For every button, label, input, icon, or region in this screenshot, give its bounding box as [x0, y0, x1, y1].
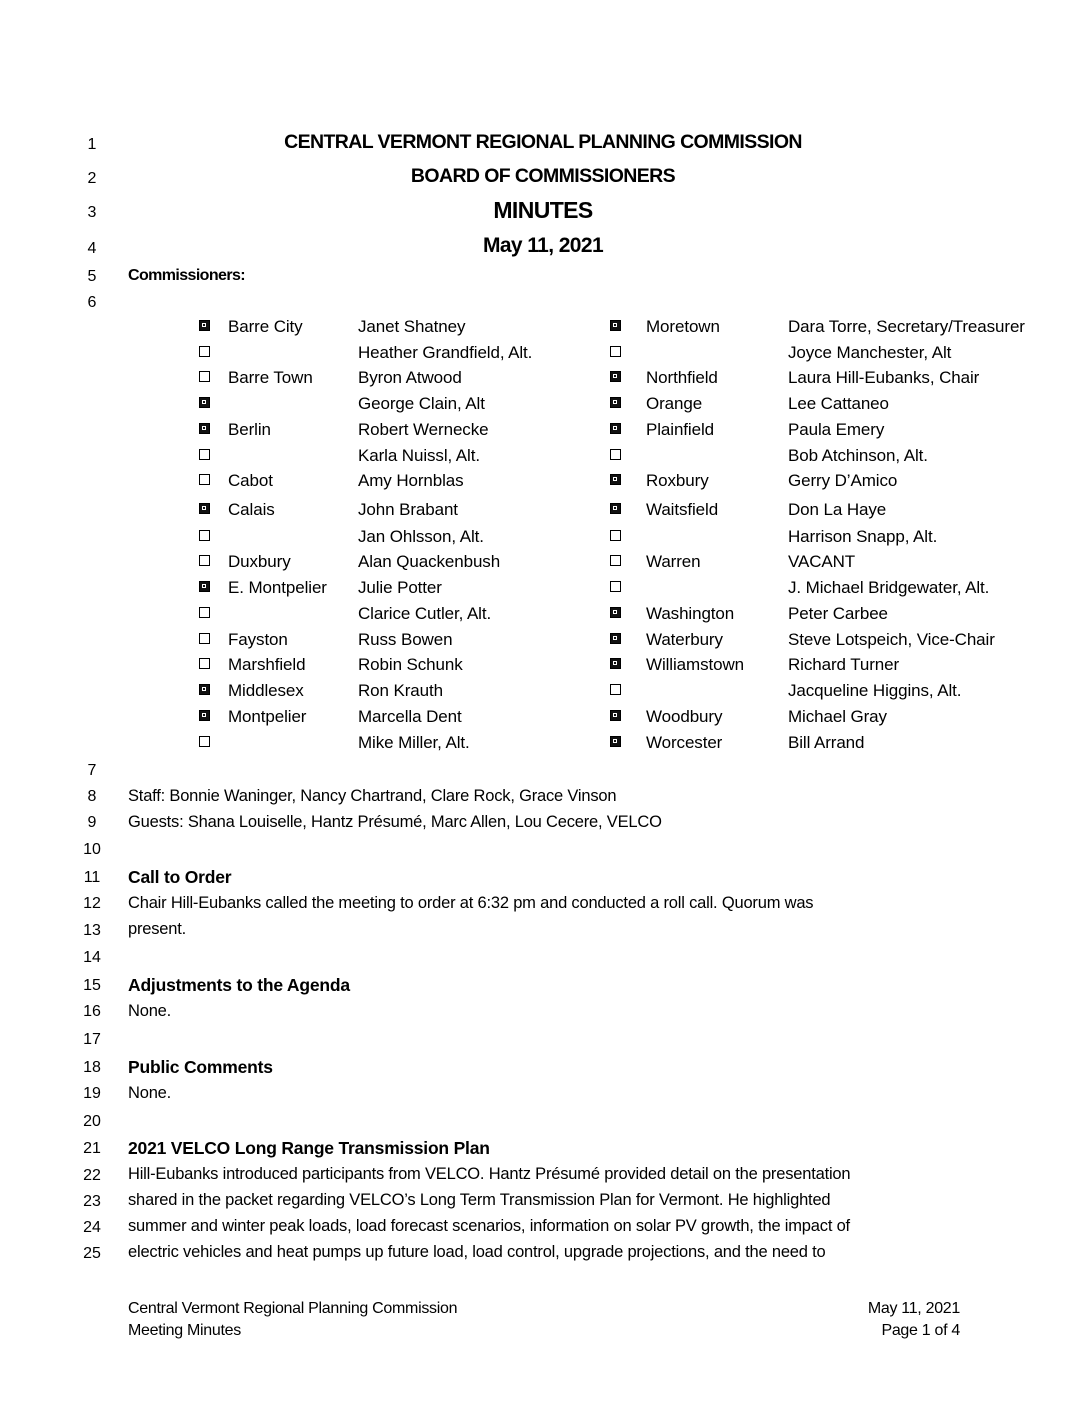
checked-box-icon	[610, 371, 621, 382]
roster-town: Fayston	[228, 630, 288, 649]
paragraph-line: Chair Hill-Eubanks called the meeting to order at 6:32 pm and conducted a roll call. Quorum was	[128, 894, 814, 912]
roster-town: Marshfield	[228, 655, 306, 674]
roster-commissioner-name: Jacqueline Higgins, Alt.	[788, 681, 962, 700]
roster-commissioner-name: Lee Cattaneo	[788, 394, 889, 413]
section-heading-adjustments: Adjustments to the Agenda	[128, 975, 350, 995]
unchecked-box-icon	[199, 346, 210, 357]
roster-town: Berlin	[228, 420, 271, 439]
line-number: 17	[83, 1031, 101, 1048]
roster-commissioner-name: Russ Bowen	[358, 630, 453, 649]
checked-box-icon	[610, 423, 621, 434]
roster-commissioner-name: Bob Atchinson, Alt.	[788, 446, 928, 465]
roster-commissioner-name: Byron Atwood	[358, 368, 462, 387]
roster-town: Moretown	[646, 317, 720, 336]
unchecked-box-icon	[610, 581, 621, 592]
paragraph-line: Hill-Eubanks introduced participants from VELCO. Hantz Présumé provided detail on the presentation	[128, 1165, 851, 1183]
roster-town: Waterbury	[646, 630, 723, 649]
roster-commissioner-name: Laura Hill-Eubanks, Chair	[788, 368, 980, 387]
line-number: 14	[83, 949, 101, 966]
line-number: 15	[83, 977, 101, 994]
line-number: 23	[83, 1193, 101, 1210]
roster-town: Plainfield	[646, 420, 714, 439]
line-number: 8	[87, 788, 97, 805]
paragraph-line: summer and winter peak loads, load forecast scenarios, information on solar PV growth, the impact of	[128, 1217, 850, 1235]
checked-box-icon	[610, 320, 621, 331]
roster-commissioner-name: Don La Haye	[788, 500, 887, 519]
line-number: 7	[87, 762, 97, 779]
roster-town: Waitsfield	[646, 500, 719, 519]
roster-commissioner-name: Heather Grandfield, Alt.	[358, 343, 533, 362]
roster-commissioner-name: J. Michael Bridgewater, Alt.	[788, 578, 990, 597]
section-heading-public-comments: Public Comments	[128, 1057, 273, 1077]
roster-commissioner-name: Robin Schunk	[358, 655, 463, 674]
roster-town: E. Montpelier	[228, 578, 327, 597]
line-number: 12	[83, 895, 101, 912]
footer-date: May 11, 2021	[867, 1300, 960, 1317]
line-number: 10	[83, 841, 101, 858]
checked-box-icon	[610, 710, 621, 721]
paragraph-line: present.	[128, 920, 187, 938]
unchecked-box-icon	[610, 530, 621, 541]
unchecked-box-icon	[199, 633, 210, 644]
unchecked-box-icon	[610, 346, 621, 357]
line-number: 20	[83, 1113, 101, 1130]
unchecked-box-icon	[610, 449, 621, 460]
roster-commissioner-name: Bill Arrand	[788, 733, 865, 752]
roster-commissioner-name: George Clain, Alt	[358, 394, 485, 413]
minutes-title: MINUTES	[493, 197, 593, 223]
line-number: 1	[87, 136, 97, 153]
roster-commissioner-name: Ron Krauth	[358, 681, 443, 700]
unchecked-box-icon	[199, 607, 210, 618]
roster-commissioner-name: Jan Ohlsson, Alt.	[358, 527, 484, 546]
line-number: 16	[83, 1003, 101, 1020]
roster-commissioner-name: Paula Emery	[788, 420, 885, 439]
roster-town: Woodbury	[646, 707, 723, 726]
line-number: 2	[87, 170, 97, 187]
roster-commissioner-name: Joyce Manchester, Alt	[788, 343, 952, 362]
roster-town: Williamstown	[646, 655, 744, 674]
roster-commissioner-name: Steve Lotspeich, Vice-Chair	[788, 630, 995, 649]
unchecked-box-icon	[199, 530, 210, 541]
unchecked-box-icon	[199, 736, 210, 747]
line-number: 24	[83, 1219, 101, 1236]
roster-commissioner-name: Dara Torre, Secretary/Treasurer	[788, 317, 1025, 336]
org-title: CENTRAL VERMONT REGIONAL PLANNING COMMISSION	[284, 131, 802, 153]
line-number: 19	[83, 1085, 101, 1102]
unchecked-box-icon	[199, 449, 210, 460]
roster-town: Cabot	[228, 471, 273, 490]
line-number: 3	[87, 204, 97, 221]
unchecked-box-icon	[610, 555, 621, 566]
meeting-date: May 11, 2021	[482, 234, 604, 257]
paragraph-line: electric vehicles and heat pumps up future load, load control, upgrade projections, and the need to	[128, 1243, 826, 1261]
paragraph-line: None.	[128, 1084, 172, 1102]
roster-town: Roxbury	[646, 471, 709, 490]
commissioners-label: Commissioners:	[128, 267, 245, 284]
paragraph-line: None.	[128, 1002, 172, 1020]
board-title: BOARD OF COMMISSIONERS	[410, 165, 676, 187]
roster-commissioner-name: Michael Gray	[788, 707, 887, 726]
roster-town: Montpelier	[228, 707, 307, 726]
checked-box-icon	[199, 684, 210, 695]
checked-box-icon	[199, 503, 210, 514]
line-number: 22	[83, 1167, 101, 1184]
roster-commissioner-name: Janet Shatney	[358, 317, 466, 336]
section-heading-velco: 2021 VELCO Long Range Transmission Plan	[128, 1138, 490, 1158]
roster-town: Barre City	[228, 317, 303, 336]
roster-commissioner-name: Harrison Snapp, Alt.	[788, 527, 938, 546]
checked-box-icon	[610, 658, 621, 669]
staff-list: Staff: Bonnie Waninger, Nancy Chartrand, Clare Rock, Grace Vinson	[128, 787, 617, 805]
roster-town: Washington	[646, 604, 735, 623]
roster-commissioner-name: Clarice Cutler, Alt.	[358, 604, 492, 623]
paragraph-line: shared in the packet regarding VELCO’s Long Term Transmission Plan for Vermont. He highlighted	[128, 1191, 831, 1209]
line-number: 18	[83, 1059, 101, 1076]
roster-town: Middlesex	[228, 681, 304, 700]
unchecked-box-icon	[199, 474, 210, 485]
roster-commissioner-name: Richard Turner	[788, 655, 900, 674]
unchecked-box-icon	[199, 658, 210, 669]
roster-commissioner-name: John Brabant	[358, 500, 458, 519]
roster-town: Worcester	[646, 733, 723, 752]
roster-commissioner-name: Marcella Dent	[358, 707, 462, 726]
line-number: 5	[87, 268, 97, 285]
checked-box-icon	[610, 397, 621, 408]
checked-box-icon	[199, 581, 210, 592]
checked-box-icon	[610, 736, 621, 747]
footer-org: Central Vermont Regional Planning Commission	[128, 1300, 458, 1317]
roster-town: Orange	[646, 394, 703, 413]
roster-town: Duxbury	[228, 552, 291, 571]
checked-box-icon	[199, 320, 210, 331]
roster-commissioner-name: VACANT	[788, 552, 856, 571]
roster-commissioner-name: Peter Carbee	[788, 604, 888, 623]
section-heading-call-to-order: Call to Order	[128, 867, 232, 887]
roster-town: Calais	[228, 500, 275, 519]
footer-doc: Meeting Minutes	[128, 1322, 241, 1339]
roster-town: Barre Town	[228, 368, 313, 387]
line-number: 9	[87, 814, 97, 831]
roster-commissioner-name: Julie Potter	[358, 578, 442, 597]
line-number: 6	[87, 294, 97, 311]
checked-box-icon	[199, 710, 210, 721]
checked-box-icon	[199, 397, 210, 408]
checked-box-icon	[610, 474, 621, 485]
roster-town: Warren	[646, 552, 701, 571]
line-number: 25	[83, 1245, 101, 1262]
footer-page-number: Page 1 of 4	[881, 1322, 960, 1339]
line-number: 21	[83, 1140, 101, 1157]
unchecked-box-icon	[199, 555, 210, 566]
checked-box-icon	[610, 633, 621, 644]
roster-commissioner-name: Karla Nuissl, Alt.	[358, 446, 480, 465]
roster-commissioner-name: Mike Miller, Alt.	[358, 733, 470, 752]
roster-commissioner-name: Gerry D’Amico	[788, 471, 898, 490]
unchecked-box-icon	[610, 684, 621, 695]
guest-list: Guests: Shana Louiselle, Hantz Présumé, Marc Allen, Lou Cecere, VELCO	[128, 813, 662, 831]
checked-box-icon	[199, 423, 210, 434]
roster-commissioner-name: Alan Quackenbush	[358, 552, 501, 571]
checked-box-icon	[610, 503, 621, 514]
roster-town: Northfield	[646, 368, 718, 387]
unchecked-box-icon	[199, 371, 210, 382]
line-number: 13	[83, 922, 101, 939]
checked-box-icon	[610, 607, 621, 618]
line-number: 11	[83, 869, 101, 886]
roster-commissioner-name: Amy Hornblas	[358, 471, 464, 490]
line-number: 4	[87, 240, 97, 257]
roster-commissioner-name: Robert Wernecke	[358, 420, 489, 439]
